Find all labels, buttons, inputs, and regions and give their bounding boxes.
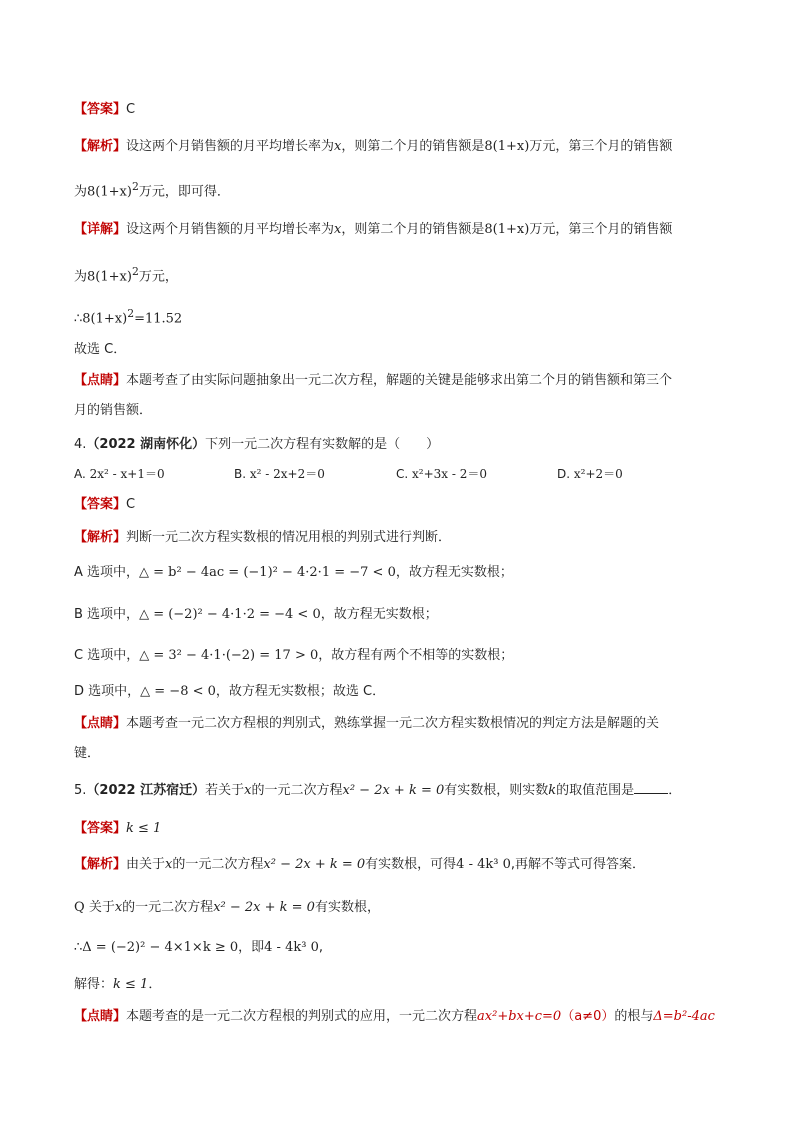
solve-text: 解得：	[74, 977, 114, 992]
comment-text: 本题考查了由实际问题抽象出一元二次方程，解题的关键是能够求出第二个月的销售额和第三个	[126, 373, 673, 388]
general-equation: ax²+bx+c=0	[477, 1009, 562, 1024]
delta-formula: Δ=b²-4ac	[653, 1009, 715, 1024]
var-x: x	[114, 900, 123, 915]
detail-text: 万元，	[138, 269, 178, 285]
expression: 8(1+x)	[87, 184, 132, 200]
comment-tag: 【点睛】	[74, 716, 127, 731]
analysis-text: 万元，即可得．	[138, 184, 230, 200]
question-text: 有实数根，则实数	[444, 783, 549, 798]
analysis-text: ，即	[238, 940, 265, 955]
var-x: x	[334, 139, 342, 154]
detail-tag: 【详解】	[74, 222, 127, 237]
equation: x² − 2x + k = 0	[342, 783, 445, 798]
analysis-tag: 【解析】	[74, 530, 127, 545]
analysis-text: ，则第二个月的销售额是	[341, 139, 485, 154]
expression: 8(1+x)	[484, 139, 530, 154]
equation: x² − 2x + k = 0	[263, 857, 366, 872]
comment-line-3b	[74, 401, 152, 421]
question-text: 的一元二次方程	[251, 783, 343, 798]
analysis-text: 判断一元二次方程实数根的情况用根的判别式进行判断．	[126, 530, 452, 545]
comment-tag: 【点睛】	[74, 1009, 127, 1024]
analysis-text: 有实数根，可得	[365, 857, 457, 872]
equation: x² − 2x + k = 0	[213, 900, 315, 915]
delta-line	[74, 938, 323, 958]
analysis-line-3a	[74, 137, 672, 157]
answer-value: C	[126, 102, 136, 117]
detail-text: 设这两个月销售额的月平均增长率为	[126, 222, 335, 237]
answer-value: k ≤ 1	[126, 821, 162, 836]
analysis-text: D 选项中，	[74, 684, 141, 699]
analysis-text: 由关于	[126, 857, 166, 872]
option-d	[557, 464, 623, 484]
solve-text: ．	[148, 977, 162, 992]
expression: 8(1+x)	[484, 222, 530, 237]
analysis-text: 的一元二次方程	[172, 857, 264, 872]
option-b	[234, 464, 325, 484]
analysis-text: C 选项中，	[74, 648, 140, 663]
var-x: x	[165, 857, 173, 872]
inequality: 4 - 4k³ 0	[456, 857, 511, 872]
detail-line-3a	[74, 220, 672, 240]
answer-value: C	[126, 497, 136, 512]
comment-line-4b	[74, 744, 100, 764]
detail-text: 万元，第三个月的销售额	[529, 222, 673, 237]
equation-line	[74, 304, 182, 329]
option-text: 2x² - x+1＝0	[89, 467, 165, 481]
analysis-text: ，故方程有两个不相等的实数根；	[318, 648, 514, 663]
expression: 8(1+x)	[82, 311, 128, 327]
var-k: k	[548, 783, 557, 798]
answer-line-4	[74, 495, 135, 515]
analysis-text: ，故方程无实数根；故选 C．	[215, 684, 386, 699]
comment-tag: 【点睛】	[74, 373, 127, 388]
question-text: ．	[668, 783, 682, 798]
condition: （a≠0）	[561, 1009, 615, 1024]
analysis-text: 设这两个月销售额的月平均增长率为	[126, 139, 335, 154]
analysis-text: B 选项中，	[74, 607, 140, 622]
therefore-symbol: ∴	[74, 311, 83, 327]
comment-line-5	[74, 1007, 715, 1027]
analysis-text: ,再解不等式可得答案．	[510, 857, 646, 872]
discriminant-expression: Δ = (−2)² − 4×1×k ≥ 0	[82, 940, 239, 955]
question-source: （2022 湖南怀化）	[86, 437, 206, 452]
discriminant-expression: △ = −8 < 0	[140, 684, 216, 699]
solution: k ≤ 1	[113, 977, 149, 992]
var-x: x	[334, 222, 342, 237]
answer-blank[interactable]	[634, 780, 668, 794]
exponent: 2	[127, 307, 135, 320]
analysis-text: ,	[318, 940, 323, 955]
option-label: D.	[557, 467, 571, 481]
analysis-text: 有实数根，	[314, 900, 380, 915]
analysis-text: 万元，第三个月的销售额	[529, 139, 673, 154]
analysis-text: 为	[74, 184, 88, 200]
question-number: 5.	[74, 783, 87, 798]
option-c-analysis	[74, 646, 513, 666]
detail-text: 为	[74, 269, 88, 285]
answer-tag: 【答案】	[74, 821, 127, 836]
question-text: 下列一元二次方程有实数解的是（ ）	[205, 437, 440, 452]
answer-tag: 【答案】	[74, 102, 127, 117]
comment-text: 本题考查的是一元二次方程根的判别式的应用，一元二次方程	[126, 1009, 478, 1024]
since-line	[74, 898, 380, 918]
analysis-text: A 选项中，	[74, 565, 140, 580]
since-symbol: Q	[74, 900, 85, 915]
option-b-analysis	[74, 605, 438, 625]
option-label: B.	[234, 467, 247, 481]
analysis-line-4	[74, 528, 451, 548]
answer-line-5	[74, 819, 161, 839]
analysis-text: ，故方程无实数根；	[320, 607, 438, 622]
analysis-text: ，故方程无实数根；	[395, 565, 513, 580]
choose-line	[74, 340, 126, 360]
expression: 8(1+x)	[87, 269, 132, 285]
detail-text: ，则第二个月的销售额是	[341, 222, 485, 237]
choose-text: 故选 C．	[74, 342, 127, 357]
analysis-text: 的一元二次方程	[122, 900, 214, 915]
question-5-stem	[74, 780, 681, 801]
exponent: 2	[131, 265, 139, 278]
analysis-text: 关于	[88, 900, 115, 915]
question-4-stem	[74, 435, 439, 455]
var-x: x	[244, 783, 252, 798]
discriminant-expression: △ = 3² − 4·1·(−2) = 17 > 0	[139, 648, 319, 663]
comment-text: 键．	[74, 746, 101, 761]
option-label: A.	[74, 467, 86, 481]
option-d-analysis	[74, 682, 385, 702]
option-text: x² - 2x+2＝0	[249, 467, 325, 481]
analysis-tag: 【解析】	[74, 139, 127, 154]
comment-line-4a	[74, 714, 659, 734]
comment-text: 的根与	[614, 1009, 654, 1024]
option-text: x²+3x - 2＝0	[412, 467, 488, 481]
option-a	[74, 464, 165, 484]
inequality: 4 - 4k³ 0	[264, 940, 319, 955]
analysis-tag: 【解析】	[74, 857, 127, 872]
option-c	[396, 464, 487, 484]
answer-line-3	[74, 100, 135, 120]
expression: =11.52	[134, 311, 183, 327]
therefore-symbol: ∴	[74, 940, 83, 955]
analysis-line-5	[74, 855, 645, 875]
analysis-line-3b	[74, 177, 230, 202]
option-label: C.	[396, 467, 409, 481]
comment-text: 月的销售额．	[74, 403, 153, 418]
question-text: 若关于	[205, 783, 245, 798]
answer-tag: 【答案】	[74, 497, 127, 512]
option-text: x²+2＝0	[573, 467, 623, 481]
comment-line-3a	[74, 371, 672, 391]
question-source: （2022 江苏宿迁）	[86, 783, 206, 798]
option-a-analysis	[74, 563, 513, 583]
question-text: 的取值范围是	[556, 783, 635, 798]
discriminant-expression: △ = (−2)² − 4·1·2 = −4 < 0	[139, 607, 321, 622]
exponent: 2	[131, 180, 139, 193]
discriminant-expression: △ = b² − 4ac = (−1)² − 4·2·1 = −7 < 0	[139, 565, 396, 580]
solve-line	[74, 975, 161, 995]
detail-line-3b	[74, 262, 178, 287]
question-number: 4.	[74, 437, 87, 452]
comment-text: 本题考查一元二次方程根的判别式，熟练掌握一元二次方程实数根情况的判定方法是解题的关	[126, 716, 660, 731]
